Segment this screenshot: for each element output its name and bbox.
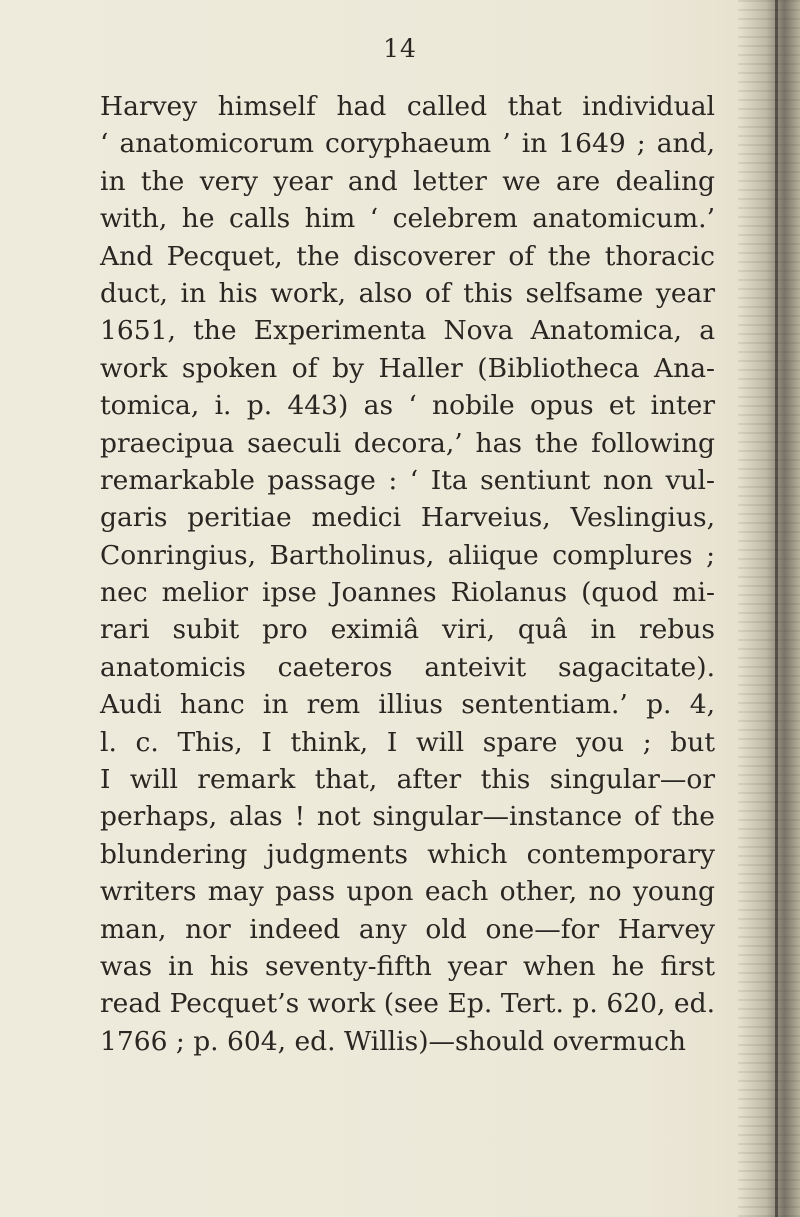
text-line: work spoken of by Haller (Bibliotheca Ana-	[100, 352, 715, 384]
page-gutter-shadow	[738, 0, 800, 1217]
text-line: praecipua saeculi decora,’ has the following	[100, 427, 715, 459]
text-line: was in his seventy-fifth year when he first	[100, 950, 715, 982]
text-line: remarkable passage : ‘ Ita sentiunt non vul-	[100, 464, 715, 496]
text-line: 1766 ; p. 604, ed. Willis)—should overmuch	[100, 1025, 686, 1057]
text-line: duct, in his work, also of this selfsame year	[100, 277, 715, 309]
text-line: garis peritiae medici Harveius, Veslingius,	[100, 502, 715, 534]
body-text	[100, 88, 715, 1060]
text-line: Conringius, Bartholinus, aliique complures ;	[100, 539, 715, 571]
text-line: perhaps, alas ! not singular—instance of the	[100, 801, 715, 833]
text-line: blundering judgments which contemporary	[100, 838, 715, 870]
text-line: writers may pass upon each other, no young	[100, 876, 715, 908]
text-line: I will remark that, after this singular—or	[100, 764, 715, 796]
text-line: And Pecquet, the discoverer of the thoracic	[100, 240, 715, 272]
text-line: in the very year and letter we are dealing	[100, 165, 715, 197]
page-binding-edge	[775, 0, 778, 1217]
text-line: l. c. This, I think, I will spare you ; but	[100, 726, 715, 758]
text-line: anatomicis caeteros anteivit sagacitate).	[100, 651, 715, 683]
text-line: nec melior ipse Joannes Riolanus (quod mi-	[100, 577, 715, 609]
text-line: tomica, i. p. 443) as ‘ nobile opus et inter	[100, 390, 715, 422]
text-line: with, he calls him ‘ celebrem anatomicum.’	[100, 203, 715, 235]
page-number: 14	[383, 34, 417, 63]
text-line: read Pecquet’s work (see Ep. Tert. p. 620, ed.	[100, 988, 715, 1020]
text-line: man, nor indeed any old one—for Harvey	[100, 913, 715, 945]
text-line: rari subit pro eximiâ viri, quâ in rebus	[100, 614, 715, 646]
text-line: 1651, the Experimenta Nova Anatomica, a	[100, 315, 715, 347]
text-line: Harvey himself had called that individual	[100, 91, 715, 122]
text-line: ‘ anatomicorum coryphaeum ’ in 1649 ; and,	[100, 128, 715, 160]
text-line: Audi hanc in rem illius sententiam.’ p. 4,	[100, 689, 715, 721]
